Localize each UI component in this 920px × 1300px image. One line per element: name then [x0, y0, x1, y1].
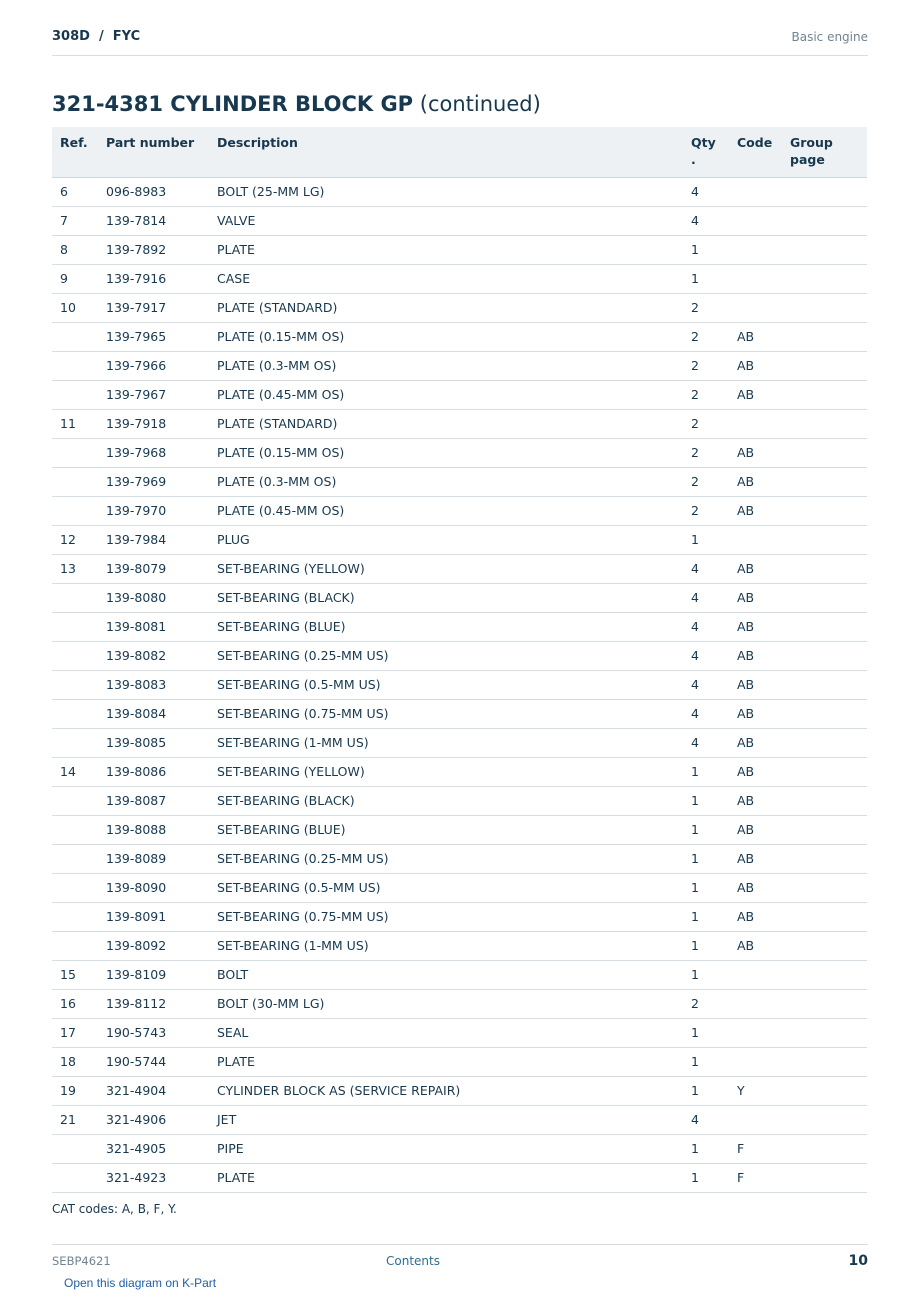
- ref-cell: [52, 642, 98, 671]
- group-page-cell: [782, 1164, 867, 1193]
- group-page-cell: [782, 178, 867, 207]
- description-cell: PLATE (0.15-MM OS): [209, 439, 683, 468]
- code-cell: AB: [729, 758, 782, 787]
- table-row: [52, 294, 867, 323]
- cat-codes-note: CAT codes: A, B, F, Y.: [52, 1202, 177, 1216]
- part-number-cell: 321-4904: [98, 1077, 209, 1106]
- group-page-cell: [782, 468, 867, 497]
- group-page-cell: [782, 497, 867, 526]
- group-page-cell: [782, 294, 867, 323]
- part-number-cell: 139-7917: [98, 294, 209, 323]
- table-row: [52, 439, 867, 468]
- part-number-cell: 139-7970: [98, 497, 209, 526]
- description-cell: SET-BEARING (YELLOW): [209, 555, 683, 584]
- part-number-cell: 139-8084: [98, 700, 209, 729]
- part-number-cell: 139-7965: [98, 323, 209, 352]
- code-cell: AB: [729, 439, 782, 468]
- qty-cell: 2: [683, 410, 729, 439]
- part-number-cell: 321-4906: [98, 1106, 209, 1135]
- description-cell: PLATE (0.15-MM OS): [209, 323, 683, 352]
- description-cell: SET-BEARING (0.75-MM US): [209, 903, 683, 932]
- code-cell: [729, 990, 782, 1019]
- col-header-ref: Ref.: [52, 127, 98, 178]
- ref-cell: 16: [52, 990, 98, 1019]
- part-number-cell: 321-4923: [98, 1164, 209, 1193]
- code-cell: AB: [729, 903, 782, 932]
- code-cell: [729, 178, 782, 207]
- group-page-cell: [782, 584, 867, 613]
- code-cell: F: [729, 1164, 782, 1193]
- table-row: [52, 236, 867, 265]
- part-number-cell: 139-8089: [98, 845, 209, 874]
- code-cell: AB: [729, 729, 782, 758]
- part-number-cell: 096-8983: [98, 178, 209, 207]
- part-number-cell: 321-4905: [98, 1135, 209, 1164]
- part-number-cell: 139-7814: [98, 207, 209, 236]
- code-cell: Y: [729, 1077, 782, 1106]
- ref-cell: [52, 439, 98, 468]
- group-page-cell: [782, 642, 867, 671]
- group-page-cell: [782, 845, 867, 874]
- code-cell: F: [729, 1135, 782, 1164]
- table-row: [52, 497, 867, 526]
- ref-cell: 21: [52, 1106, 98, 1135]
- group-page-cell: [782, 671, 867, 700]
- ref-cell: [52, 903, 98, 932]
- code-cell: AB: [729, 700, 782, 729]
- table-row: [52, 903, 867, 932]
- part-number-cell: 139-8082: [98, 642, 209, 671]
- qty-cell: 1: [683, 526, 729, 555]
- table-row: [52, 410, 867, 439]
- col-header-code: Code: [729, 127, 782, 178]
- col-header-group-page: Group page: [782, 127, 867, 178]
- description-cell: PLATE (0.3-MM OS): [209, 468, 683, 497]
- qty-cell: 2: [683, 497, 729, 526]
- code-cell: AB: [729, 845, 782, 874]
- code-cell: AB: [729, 352, 782, 381]
- qty-cell: 4: [683, 584, 729, 613]
- ref-cell: [52, 729, 98, 758]
- table-row: [52, 468, 867, 497]
- code-cell: [729, 961, 782, 990]
- qty-cell: 1: [683, 265, 729, 294]
- qty-cell: 1: [683, 758, 729, 787]
- qty-cell: 4: [683, 642, 729, 671]
- description-cell: SET-BEARING (0.5-MM US): [209, 671, 683, 700]
- qty-cell: 1: [683, 1135, 729, 1164]
- ref-cell: [52, 700, 98, 729]
- page-number: 10: [848, 1253, 868, 1269]
- qty-cell: 4: [683, 729, 729, 758]
- description-cell: PLATE: [209, 1164, 683, 1193]
- breadcrumb: 308D / FYC: [52, 29, 141, 44]
- group-page-cell: [782, 352, 867, 381]
- title-suffix: (continued): [413, 92, 541, 116]
- code-cell: [729, 265, 782, 294]
- group-page-cell: [782, 787, 867, 816]
- ref-cell: [52, 468, 98, 497]
- qty-cell: 4: [683, 671, 729, 700]
- table-row: [52, 932, 867, 961]
- ref-cell: 9: [52, 265, 98, 294]
- group-page-cell: [782, 1048, 867, 1077]
- description-cell: SEAL: [209, 1019, 683, 1048]
- table-row: [52, 1077, 867, 1106]
- part-number-cell: 139-8081: [98, 613, 209, 642]
- description-cell: SET-BEARING (1-MM US): [209, 729, 683, 758]
- table-row: [52, 642, 867, 671]
- table-row: [52, 787, 867, 816]
- open-kpart-diagram-link[interactable]: Open this diagram on K-Part: [64, 1276, 217, 1290]
- table-row: [52, 613, 867, 642]
- code-cell: AB: [729, 874, 782, 903]
- page-footer: [52, 1244, 868, 1275]
- group-page-cell: [782, 961, 867, 990]
- table-row: [52, 961, 867, 990]
- group-page-cell: [782, 816, 867, 845]
- ref-cell: 11: [52, 410, 98, 439]
- ref-cell: [52, 671, 98, 700]
- ref-cell: 8: [52, 236, 98, 265]
- table-row: [52, 555, 867, 584]
- table-row: [52, 990, 867, 1019]
- table-row: [52, 207, 867, 236]
- col-header-part-number: Part number: [98, 127, 209, 178]
- qty-cell: 1: [683, 816, 729, 845]
- description-cell: SET-BEARING (YELLOW): [209, 758, 683, 787]
- description-cell: VALVE: [209, 207, 683, 236]
- code-cell: [729, 410, 782, 439]
- description-cell: PLATE (STANDARD): [209, 410, 683, 439]
- page-header: [52, 27, 868, 56]
- ref-cell: [52, 932, 98, 961]
- table-row: [52, 1164, 867, 1193]
- ref-cell: [52, 352, 98, 381]
- part-number-cell: 139-8087: [98, 787, 209, 816]
- group-page-cell: [782, 758, 867, 787]
- table-row: [52, 323, 867, 352]
- description-cell: SET-BEARING (BLUE): [209, 613, 683, 642]
- group-page-cell: [782, 439, 867, 468]
- parts-table: [52, 127, 867, 1193]
- group-page-cell: [782, 381, 867, 410]
- code-cell: AB: [729, 787, 782, 816]
- ref-cell: 12: [52, 526, 98, 555]
- description-cell: SET-BEARING (BLACK): [209, 787, 683, 816]
- page-title: [52, 90, 541, 118]
- code-cell: AB: [729, 584, 782, 613]
- qty-cell: 4: [683, 207, 729, 236]
- qty-cell: 2: [683, 294, 729, 323]
- group-page-cell: [782, 1077, 867, 1106]
- group-page-cell: [782, 932, 867, 961]
- qty-cell: 1: [683, 236, 729, 265]
- part-number-cell: 139-8083: [98, 671, 209, 700]
- part-number-cell: 139-8088: [98, 816, 209, 845]
- ref-cell: [52, 1164, 98, 1193]
- code-cell: AB: [729, 555, 782, 584]
- qty-cell: 2: [683, 990, 729, 1019]
- table-row: [52, 584, 867, 613]
- description-cell: SET-BEARING (0.25-MM US): [209, 642, 683, 671]
- qty-cell: 1: [683, 1019, 729, 1048]
- table-row: [52, 178, 867, 207]
- ref-cell: 6: [52, 178, 98, 207]
- group-page-cell: [782, 265, 867, 294]
- code-cell: [729, 207, 782, 236]
- description-cell: PLATE (0.45-MM OS): [209, 497, 683, 526]
- part-number-cell: 139-8091: [98, 903, 209, 932]
- qty-cell: 4: [683, 613, 729, 642]
- ref-cell: [52, 584, 98, 613]
- part-number-cell: 139-7967: [98, 381, 209, 410]
- description-cell: CYLINDER BLOCK AS (SERVICE REPAIR): [209, 1077, 683, 1106]
- code-cell: AB: [729, 323, 782, 352]
- part-number-cell: 139-7916: [98, 265, 209, 294]
- table-row: [52, 1106, 867, 1135]
- group-page-cell: [782, 526, 867, 555]
- part-number-cell: 139-7984: [98, 526, 209, 555]
- group-page-cell: [782, 729, 867, 758]
- table-row: [52, 265, 867, 294]
- qty-cell: 2: [683, 381, 729, 410]
- description-cell: BOLT (25-MM LG): [209, 178, 683, 207]
- code-cell: AB: [729, 642, 782, 671]
- description-cell: PLATE (0.3-MM OS): [209, 352, 683, 381]
- code-cell: [729, 1106, 782, 1135]
- table-row: [52, 352, 867, 381]
- group-page-cell: [782, 903, 867, 932]
- parts-table-body: [52, 178, 867, 1193]
- qty-cell: 2: [683, 439, 729, 468]
- code-cell: AB: [729, 613, 782, 642]
- description-cell: JET: [209, 1106, 683, 1135]
- qty-cell: 1: [683, 1048, 729, 1077]
- table-row: [52, 1135, 867, 1164]
- table-row: [52, 1019, 867, 1048]
- code-cell: AB: [729, 816, 782, 845]
- part-number-cell: 139-7966: [98, 352, 209, 381]
- code-cell: [729, 294, 782, 323]
- description-cell: PLATE (0.45-MM OS): [209, 381, 683, 410]
- ref-cell: [52, 497, 98, 526]
- qty-cell: 1: [683, 1164, 729, 1193]
- table-row: [52, 671, 867, 700]
- description-cell: PIPE: [209, 1135, 683, 1164]
- description-cell: PLATE (STANDARD): [209, 294, 683, 323]
- part-number-cell: 139-7918: [98, 410, 209, 439]
- qty-cell: 1: [683, 903, 729, 932]
- qty-cell: 1: [683, 961, 729, 990]
- part-number-cell: 139-8080: [98, 584, 209, 613]
- ref-cell: [52, 323, 98, 352]
- group-page-cell: [782, 874, 867, 903]
- group-page-cell: [782, 613, 867, 642]
- section-label: Basic engine: [791, 30, 868, 44]
- description-cell: SET-BEARING (BLUE): [209, 816, 683, 845]
- description-cell: PLATE: [209, 236, 683, 265]
- code-cell: [729, 526, 782, 555]
- ref-cell: 15: [52, 961, 98, 990]
- table-row: [52, 1048, 867, 1077]
- group-page-cell: [782, 990, 867, 1019]
- table-header-row: [52, 127, 867, 178]
- code-cell: [729, 1019, 782, 1048]
- table-row: [52, 874, 867, 903]
- description-cell: PLUG: [209, 526, 683, 555]
- description-cell: PLATE: [209, 1048, 683, 1077]
- group-page-cell: [782, 700, 867, 729]
- part-number-cell: 139-7968: [98, 439, 209, 468]
- ref-cell: [52, 1135, 98, 1164]
- group-page-cell: [782, 1019, 867, 1048]
- table-row: [52, 845, 867, 874]
- group-page-cell: [782, 1135, 867, 1164]
- description-cell: BOLT (30-MM LG): [209, 990, 683, 1019]
- part-number-cell: 139-8109: [98, 961, 209, 990]
- col-header-description: Description: [209, 127, 683, 178]
- ref-cell: 13: [52, 555, 98, 584]
- ref-cell: [52, 816, 98, 845]
- part-number-cell: 139-8092: [98, 932, 209, 961]
- qty-cell: 2: [683, 468, 729, 497]
- code-cell: AB: [729, 932, 782, 961]
- ref-cell: [52, 787, 98, 816]
- part-number-cell: 139-8079: [98, 555, 209, 584]
- group-page-cell: [782, 555, 867, 584]
- qty-cell: 4: [683, 1106, 729, 1135]
- group-page-cell: [782, 323, 867, 352]
- table-row: [52, 729, 867, 758]
- table-row: [52, 758, 867, 787]
- code-cell: [729, 1048, 782, 1077]
- table-row: [52, 381, 867, 410]
- description-cell: SET-BEARING (1-MM US): [209, 932, 683, 961]
- code-cell: AB: [729, 381, 782, 410]
- qty-cell: 4: [683, 555, 729, 584]
- ref-cell: [52, 845, 98, 874]
- document-id: SEBP4621: [52, 1254, 111, 1268]
- description-cell: BOLT: [209, 961, 683, 990]
- group-page-cell: [782, 410, 867, 439]
- qty-cell: 1: [683, 874, 729, 903]
- part-number-cell: 190-5743: [98, 1019, 209, 1048]
- qty-cell: 4: [683, 700, 729, 729]
- part-number-cell: 139-7892: [98, 236, 209, 265]
- code-cell: AB: [729, 468, 782, 497]
- part-number-cell: 139-8090: [98, 874, 209, 903]
- qty-cell: 1: [683, 1077, 729, 1106]
- ref-cell: 10: [52, 294, 98, 323]
- ref-cell: [52, 381, 98, 410]
- qty-cell: 4: [683, 178, 729, 207]
- ref-cell: 19: [52, 1077, 98, 1106]
- table-row: [52, 700, 867, 729]
- qty-cell: 1: [683, 787, 729, 816]
- description-cell: SET-BEARING (0.25-MM US): [209, 845, 683, 874]
- code-cell: AB: [729, 497, 782, 526]
- part-number-cell: 190-5744: [98, 1048, 209, 1077]
- ref-cell: 18: [52, 1048, 98, 1077]
- part-number-cell: 139-8112: [98, 990, 209, 1019]
- description-cell: SET-BEARING (0.75-MM US): [209, 700, 683, 729]
- description-cell: CASE: [209, 265, 683, 294]
- qty-cell: 2: [683, 352, 729, 381]
- ref-cell: 17: [52, 1019, 98, 1048]
- ref-cell: [52, 874, 98, 903]
- code-cell: [729, 236, 782, 265]
- contents-link[interactable]: Contents: [386, 1254, 440, 1268]
- part-number-cell: 139-7969: [98, 468, 209, 497]
- part-number-cell: 139-8085: [98, 729, 209, 758]
- ref-cell: 14: [52, 758, 98, 787]
- qty-cell: 2: [683, 323, 729, 352]
- group-page-cell: [782, 1106, 867, 1135]
- ref-cell: 7: [52, 207, 98, 236]
- qty-cell: 1: [683, 932, 729, 961]
- ref-cell: [52, 613, 98, 642]
- qty-cell: 1: [683, 845, 729, 874]
- group-code-name: 321-4381 CYLINDER BLOCK GP: [52, 92, 414, 116]
- group-page-cell: [782, 207, 867, 236]
- description-cell: SET-BEARING (0.5-MM US): [209, 874, 683, 903]
- group-page-cell: [782, 236, 867, 265]
- col-header-qty: Qty .: [683, 127, 729, 178]
- code-cell: AB: [729, 671, 782, 700]
- part-number-cell: 139-8086: [98, 758, 209, 787]
- table-row: [52, 526, 867, 555]
- description-cell: SET-BEARING (BLACK): [209, 584, 683, 613]
- table-row: [52, 816, 867, 845]
